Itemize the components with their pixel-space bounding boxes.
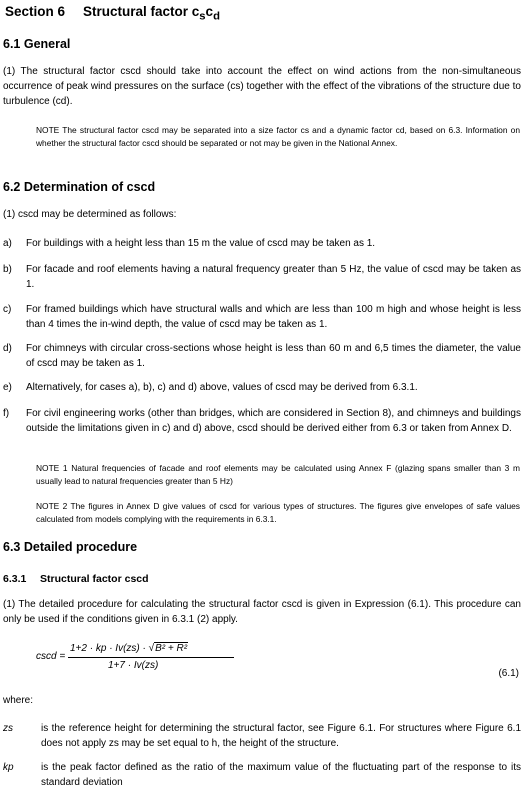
list-item-f: f) For civil engineering works (other than bridges, which are considered in Section 8), and chimneys and buildings outside the limitations given in c) and d) above, cscd should be derived either from 6.3 or taken from Annex D. (3, 408, 521, 434)
list-item-a: a) For buildings with a height less than 15 m the value of cscd may be taken as 1. (3, 238, 376, 249)
note-6-2-1: NOTE 1 Natural frequencies of facade and roof elements may be calculated using Annex F (glazing spans smaller than 3 m usually lead to natural frequencies greater than 5 Hz) (36, 463, 520, 486)
list-item-c: c) For framed buildings which have structural walls and which are less than 100 m high and whose height is less than 4 times the in-wind depth, the value of cscd may be taken as 1. (3, 304, 521, 330)
where-label: where: (3, 695, 34, 706)
paragraph-6-3-1-1: (1) The detailed procedure for calculating the structural factor cscd is given in Expression (6.1). This procedure can only be used if the conditions given in 6.3.1 (2) apply. (3, 599, 521, 625)
formula-lhs: cscd = (36, 651, 66, 662)
definition-kp: kp is the peak factor defined as the ratio of the maximum value of the fluctuating part of the response to its standard deviation (3, 762, 521, 788)
fraction-bar (68, 657, 234, 658)
note-6-1: NOTE The structural factor cscd may be separated into a size factor cs and a dynamic factor cd, based on 6.3. Information on whether the structural factor cscd should be separated or not may be given in the National Annex. (36, 125, 520, 148)
heading-6-3: 6.3 Detailed procedure (3, 540, 138, 554)
formula-numerator: 1+2 · kp · Iv(zs) · √B² + R² (70, 643, 188, 654)
equation-number: (6.1) (498, 668, 519, 679)
section-title: Structural factor $c_sc_d$ (83, 4, 220, 23)
paragraph-6-1-1: (1) The structural factor cscd should take into account the effect on wind actions from the non-simultaneous occurrence of peak wind pressures on the surface (cs) together with the effect of the vibrations of the structure due to turbulence (cd). (3, 66, 521, 107)
section-number: Section 6 (5, 4, 66, 19)
formula-denominator: 1+7 · Iv(zs) (108, 660, 159, 671)
paragraph-6-2-intro: (1) cscd may be determined as follows: (3, 209, 177, 220)
heading-6-3-1: 6.3.1 Structural factor cscd (3, 573, 149, 585)
heading-6-2: 6.2 Determination of cscd (3, 180, 156, 194)
note-6-2-2: NOTE 2 The figures in Annex D give values of cscd for various types of structures. The figures give envelopes of safe values calculated from models complying with the requirements in 6.3.1. (36, 501, 520, 524)
definition-zs: zs is the reference height for determining the structural factor, see Figure 6.1. For structures where Figure 6.1 does not apply zs may be set equal to h, the height of the structure. (3, 723, 521, 749)
list-item-e: e) Alternatively, for cases a), b), c) and d) above, values of cscd may be derived from 6.3.1. (3, 382, 418, 393)
list-item-d: d) For chimneys with circular cross-sections whose height is less than 60 m and 6,5 times the diameter, the value of cscd may be taken as 1. (3, 343, 521, 369)
heading-6-1: 6.1 General (3, 37, 71, 51)
expression-6-1 (36, 642, 276, 680)
section-heading (5, 4, 220, 23)
list-item-b: b) For facade and roof elements having a natural frequency greater than 5 Hz, the value of cscd may be taken as 1. (3, 264, 521, 290)
